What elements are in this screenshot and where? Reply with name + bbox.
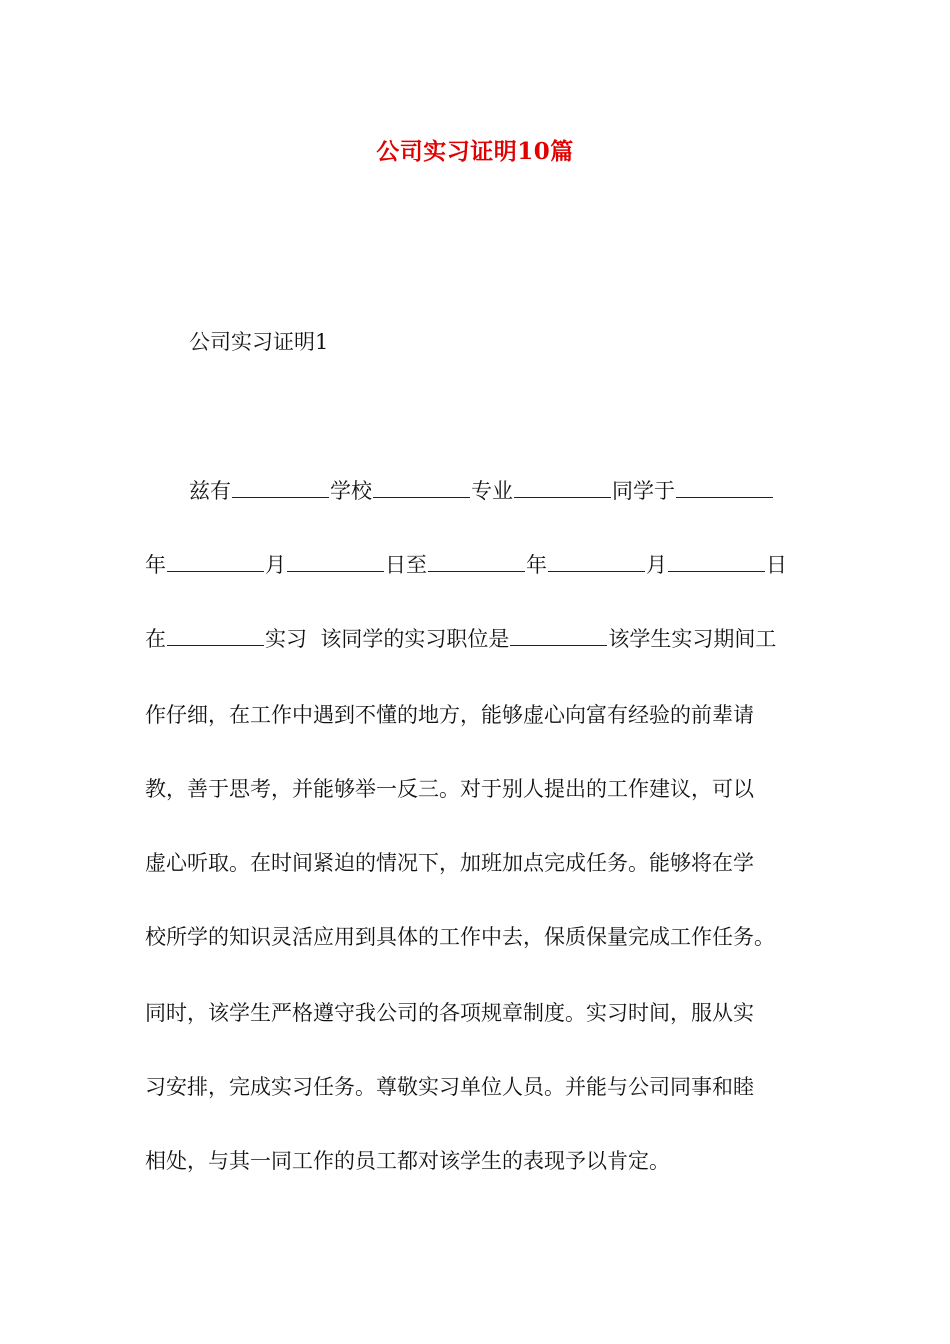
fill-in-blank (514, 475, 611, 498)
body-line: 教，善于思考，并能够举一反三。对于别人提出的工作建议，可以 (145, 777, 754, 801)
fill-in-blank (676, 475, 773, 498)
fill-in-blank (167, 623, 264, 646)
text-segment: 学校 (330, 479, 372, 503)
text-segment: 日至 (385, 553, 427, 577)
text-segment: 年 (145, 553, 166, 577)
fill-in-blank (167, 549, 264, 572)
text-segment: 在 (145, 627, 166, 651)
section-heading: 公司实习证明1 (189, 330, 329, 354)
fill-in-blank (287, 549, 384, 572)
text-segment: 年 (526, 553, 547, 577)
fill-in-blank (510, 623, 607, 646)
body-line-1 (189, 474, 889, 508)
body-line: 习安排，完成实习任务。尊敬实习单位人员。并能与公司同事和睦 (145, 1075, 754, 1099)
body-line: 校所学的知识灵活应用到具体的工作中去，保质保量完成工作任务。 (145, 925, 775, 949)
fill-in-blank (548, 549, 645, 572)
text-segment: 月 (265, 553, 286, 577)
text-segment: 实习 该同学的实习职位是 (265, 627, 510, 651)
text-segment: 日 (766, 553, 787, 577)
text-segment: 兹有 (189, 479, 231, 503)
text-segment: 同学于 (612, 479, 675, 503)
text-segment: 月 (646, 553, 667, 577)
document-title: 公司实习证明10篇 (376, 138, 574, 165)
text-segment: 该学生实习期间工 (608, 627, 777, 651)
fill-in-blank (668, 549, 765, 572)
body-line: 作仔细，在工作中遇到不懂的地方，能够虚心向富有经验的前辈请 (145, 703, 754, 727)
fill-in-blank (373, 475, 470, 498)
fill-in-blank (428, 549, 525, 572)
text-segment: 专业 (471, 479, 513, 503)
fill-in-blank (232, 475, 329, 498)
body-line: 虚心听取。在时间紧迫的情况下，加班加点完成任务。能够将在学 (145, 851, 754, 875)
body-line-2 (145, 548, 845, 582)
body-line-3 (145, 622, 845, 656)
body-line: 同时，该学生严格遵守我公司的各项规章制度。实习时间，服从实 (145, 1001, 754, 1025)
body-line: 相处，与其一同工作的员工都对该学生的表现予以肯定。 (145, 1149, 670, 1173)
